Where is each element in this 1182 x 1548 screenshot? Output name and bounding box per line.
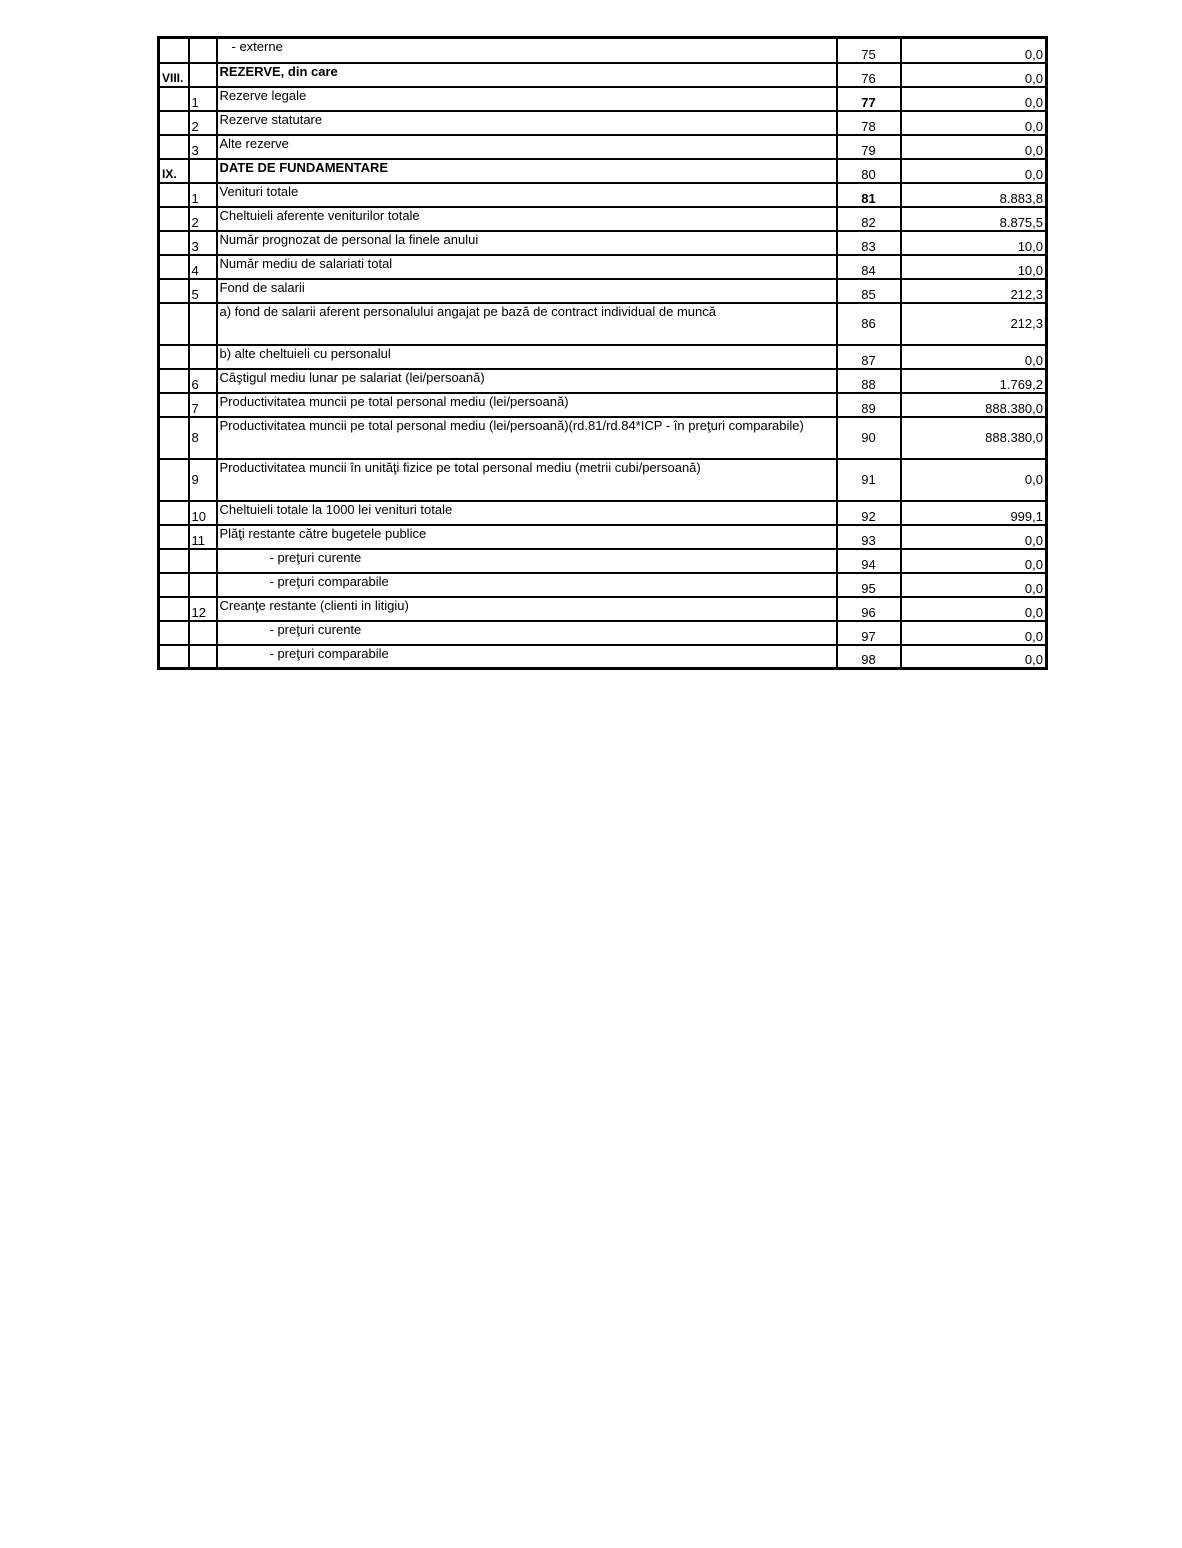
item-number-cell: 7 bbox=[189, 393, 217, 417]
row-number-cell: 76 bbox=[837, 63, 901, 87]
table-row bbox=[159, 183, 1047, 207]
section-cell bbox=[159, 525, 189, 549]
table-row bbox=[159, 417, 1047, 459]
item-number-cell: 10 bbox=[189, 501, 217, 525]
table-row bbox=[159, 393, 1047, 417]
value-cell: 212,3 bbox=[901, 303, 1047, 345]
row-number-cell: 85 bbox=[837, 279, 901, 303]
item-number-cell: 2 bbox=[189, 207, 217, 231]
table-row bbox=[159, 135, 1047, 159]
value-cell: 999,1 bbox=[901, 501, 1047, 525]
row-number-cell: 90 bbox=[837, 417, 901, 459]
description-cell: Creanţe restante (clienti in litigiu) bbox=[217, 597, 837, 621]
section-cell bbox=[159, 183, 189, 207]
budget-table bbox=[157, 36, 1048, 670]
item-number-cell: 11 bbox=[189, 525, 217, 549]
value-cell: 8.875,5 bbox=[901, 207, 1047, 231]
table-row bbox=[159, 621, 1047, 645]
section-cell bbox=[159, 303, 189, 345]
description-cell: - preţuri comparabile bbox=[217, 645, 837, 669]
section-cell bbox=[159, 417, 189, 459]
value-cell: 0,0 bbox=[901, 597, 1047, 621]
description-cell: - externe bbox=[217, 38, 837, 63]
row-number-cell: 96 bbox=[837, 597, 901, 621]
description-cell: - preţuri comparabile bbox=[217, 573, 837, 597]
row-number-cell: 97 bbox=[837, 621, 901, 645]
value-cell: 0,0 bbox=[901, 38, 1047, 63]
description-cell: Cheltuieli totale la 1000 lei venituri totale bbox=[217, 501, 837, 525]
row-number-cell: 95 bbox=[837, 573, 901, 597]
item-number-cell: 2 bbox=[189, 111, 217, 135]
description-cell: b) alte cheltuieli cu personalul bbox=[217, 345, 837, 369]
table-row bbox=[159, 597, 1047, 621]
row-number-cell: 77 bbox=[837, 87, 901, 111]
value-cell: 888.380,0 bbox=[901, 393, 1047, 417]
row-number-cell: 83 bbox=[837, 231, 901, 255]
table-row bbox=[159, 38, 1047, 63]
description-cell: Număr mediu de salariati total bbox=[217, 255, 837, 279]
item-number-cell bbox=[189, 63, 217, 87]
value-cell: 888.380,0 bbox=[901, 417, 1047, 459]
row-number-cell: 89 bbox=[837, 393, 901, 417]
section-cell bbox=[159, 231, 189, 255]
row-number-cell: 98 bbox=[837, 645, 901, 669]
table-row bbox=[159, 255, 1047, 279]
value-cell: 1.769,2 bbox=[901, 369, 1047, 393]
item-number-cell: 8 bbox=[189, 417, 217, 459]
section-cell bbox=[159, 459, 189, 501]
row-number-cell: 86 bbox=[837, 303, 901, 345]
row-number-cell: 81 bbox=[837, 183, 901, 207]
description-cell: Rezerve legale bbox=[217, 87, 837, 111]
description-cell: Fond de salarii bbox=[217, 279, 837, 303]
row-number-cell: 78 bbox=[837, 111, 901, 135]
description-cell: Productivitatea muncii în unităţi fizice pe total personal mediu (metrii cubi/persoană) bbox=[217, 459, 837, 501]
item-number-cell: 4 bbox=[189, 255, 217, 279]
item-number-cell bbox=[189, 303, 217, 345]
description-cell: a) fond de salarii aferent personalului angajat pe bază de contract individual de muncă bbox=[217, 303, 837, 345]
value-cell: 0,0 bbox=[901, 87, 1047, 111]
table-row bbox=[159, 303, 1047, 345]
item-number-cell bbox=[189, 621, 217, 645]
item-number-cell: 3 bbox=[189, 231, 217, 255]
row-number-cell: 84 bbox=[837, 255, 901, 279]
value-cell: 0,0 bbox=[901, 549, 1047, 573]
section-cell: IX. bbox=[159, 159, 189, 183]
row-number-cell: 91 bbox=[837, 459, 901, 501]
value-cell: 0,0 bbox=[901, 159, 1047, 183]
item-number-cell: 5 bbox=[189, 279, 217, 303]
value-cell: 0,0 bbox=[901, 345, 1047, 369]
section-cell bbox=[159, 279, 189, 303]
item-number-cell bbox=[189, 549, 217, 573]
description-cell: Venituri totale bbox=[217, 183, 837, 207]
value-cell: 212,3 bbox=[901, 279, 1047, 303]
row-number-cell: 93 bbox=[837, 525, 901, 549]
section-cell bbox=[159, 573, 189, 597]
section-cell bbox=[159, 207, 189, 231]
section-cell bbox=[159, 549, 189, 573]
section-cell bbox=[159, 621, 189, 645]
item-number-cell bbox=[189, 345, 217, 369]
value-cell: 0,0 bbox=[901, 645, 1047, 669]
item-number-cell: 1 bbox=[189, 183, 217, 207]
section-cell bbox=[159, 87, 189, 111]
item-number-cell: 9 bbox=[189, 459, 217, 501]
description-cell: - preţuri curente bbox=[217, 549, 837, 573]
section-cell bbox=[159, 597, 189, 621]
section-cell bbox=[159, 393, 189, 417]
description-cell: - preţuri curente bbox=[217, 621, 837, 645]
section-cell bbox=[159, 345, 189, 369]
item-number-cell: 12 bbox=[189, 597, 217, 621]
description-cell: Productivitatea muncii pe total personal mediu (lei/persoană) bbox=[217, 393, 837, 417]
section-cell bbox=[159, 501, 189, 525]
description-cell: Cheltuieli aferente veniturilor totale bbox=[217, 207, 837, 231]
table-row bbox=[159, 111, 1047, 135]
value-cell: 8.883,8 bbox=[901, 183, 1047, 207]
row-number-cell: 92 bbox=[837, 501, 901, 525]
section-cell bbox=[159, 255, 189, 279]
table-row bbox=[159, 525, 1047, 549]
value-cell: 0,0 bbox=[901, 111, 1047, 135]
table-row bbox=[159, 231, 1047, 255]
row-number-cell: 80 bbox=[837, 159, 901, 183]
table-row bbox=[159, 549, 1047, 573]
table-row bbox=[159, 573, 1047, 597]
value-cell: 0,0 bbox=[901, 621, 1047, 645]
item-number-cell bbox=[189, 645, 217, 669]
value-cell: 10,0 bbox=[901, 231, 1047, 255]
table-row bbox=[159, 87, 1047, 111]
value-cell: 0,0 bbox=[901, 525, 1047, 549]
item-number-cell: 3 bbox=[189, 135, 217, 159]
row-number-cell: 94 bbox=[837, 549, 901, 573]
item-number-cell bbox=[189, 159, 217, 183]
value-cell: 0,0 bbox=[901, 459, 1047, 501]
table-row bbox=[159, 459, 1047, 501]
value-cell: 10,0 bbox=[901, 255, 1047, 279]
table-row bbox=[159, 501, 1047, 525]
section-cell bbox=[159, 369, 189, 393]
description-cell: Productivitatea muncii pe total personal mediu (lei/persoană)(rd.81/rd.84*ICP - în preţuri comparabile) bbox=[217, 417, 837, 459]
table-row bbox=[159, 345, 1047, 369]
description-cell: REZERVE, din care bbox=[217, 63, 837, 87]
description-cell: Câştigul mediu lunar pe salariat (lei/persoană) bbox=[217, 369, 837, 393]
section-cell bbox=[159, 645, 189, 669]
value-cell: 0,0 bbox=[901, 573, 1047, 597]
item-number-cell bbox=[189, 38, 217, 63]
description-cell: DATE DE FUNDAMENTARE bbox=[217, 159, 837, 183]
item-number-cell: 6 bbox=[189, 369, 217, 393]
row-number-cell: 75 bbox=[837, 38, 901, 63]
value-cell: 0,0 bbox=[901, 63, 1047, 87]
table-row bbox=[159, 207, 1047, 231]
row-number-cell: 82 bbox=[837, 207, 901, 231]
section-cell bbox=[159, 135, 189, 159]
value-cell: 0,0 bbox=[901, 135, 1047, 159]
table-row bbox=[159, 645, 1047, 669]
table-row bbox=[159, 63, 1047, 87]
item-number-cell: 1 bbox=[189, 87, 217, 111]
table-row bbox=[159, 279, 1047, 303]
description-cell: Rezerve statutare bbox=[217, 111, 837, 135]
item-number-cell bbox=[189, 573, 217, 597]
section-cell: VIII. bbox=[159, 63, 189, 87]
description-cell: Plăţi restante către bugetele publice bbox=[217, 525, 837, 549]
table-row bbox=[159, 159, 1047, 183]
description-cell: Alte rezerve bbox=[217, 135, 837, 159]
section-cell bbox=[159, 111, 189, 135]
section-cell bbox=[159, 38, 189, 63]
table-row bbox=[159, 369, 1047, 393]
row-number-cell: 88 bbox=[837, 369, 901, 393]
row-number-cell: 79 bbox=[837, 135, 901, 159]
row-number-cell: 87 bbox=[837, 345, 901, 369]
description-cell: Număr prognozat de personal la finele anului bbox=[217, 231, 837, 255]
